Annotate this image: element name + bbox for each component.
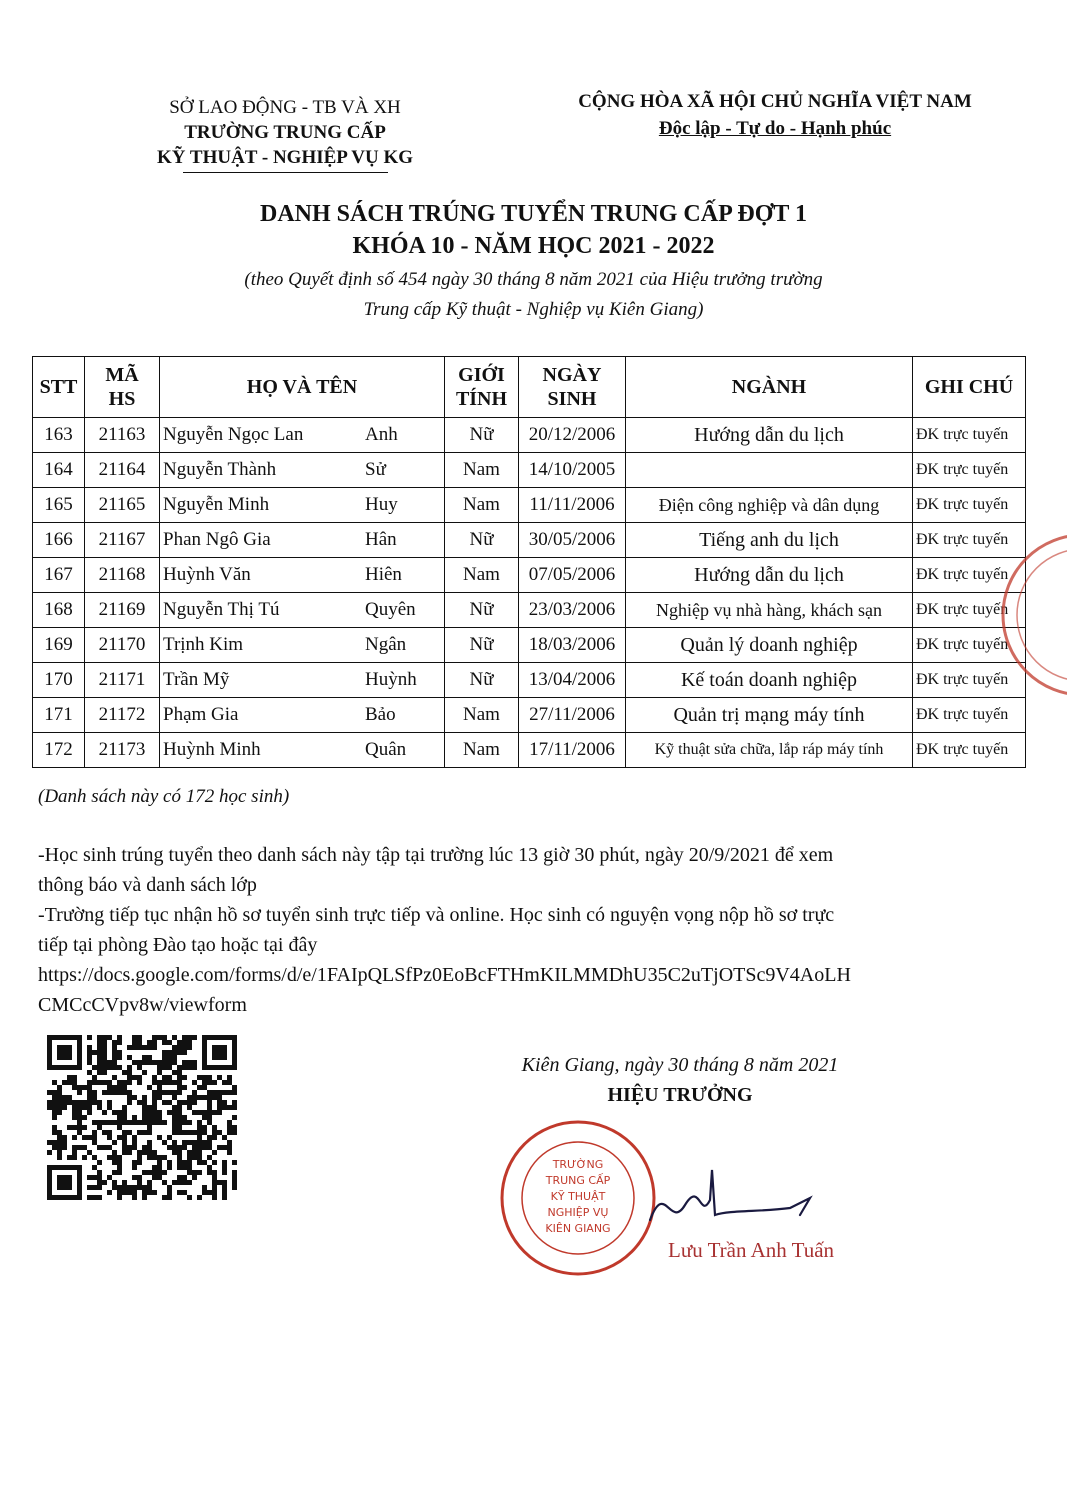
stamp-text: TRUNG CẤP (545, 1174, 611, 1187)
cell-major: Quản trị mạng máy tính (626, 698, 913, 733)
cell-dob: 18/03/2006 (519, 628, 626, 663)
title-line: DANH SÁCH TRÚNG TUYỂN TRUNG CẤP ĐỢT 1 (260, 201, 807, 227)
cell-stt: 167 (33, 558, 85, 593)
table-row (33, 663, 1026, 698)
cell-major: Kế toán doanh nghiệp (626, 663, 913, 698)
instruction-line: -Học sinh trúng tuyển theo danh sách này tập tại trường lúc 13 giờ 30 phút, ngày 20/9/2021 để xem (38, 844, 834, 866)
cell-note: ĐK trực tuyến (913, 418, 1026, 453)
header-full-name: HỌ VÀ TÊN (160, 357, 445, 418)
place-date: Kiên Giang, ngày 30 tháng 8 năm 2021 (521, 1054, 839, 1076)
cell-note: ĐK trực tuyến (913, 628, 1026, 663)
cell-note: ĐK trực tuyến (913, 453, 1026, 488)
agency-line: SỞ LAO ĐỘNG - TB VÀ XH (169, 97, 401, 118)
cell-stt: 166 (33, 523, 85, 558)
instruction-line: tiếp tại phòng Đào tạo hoặc tại đây (38, 934, 318, 956)
table-row (33, 698, 1026, 733)
cell-gender: Nữ (445, 523, 519, 558)
student-count-note: (Danh sách này có 172 học sinh) (38, 786, 290, 807)
cell-dob: 13/04/2006 (519, 663, 626, 698)
cell-full-name: Trịnh Kim Ngân (160, 628, 445, 663)
header-dob: NGÀY SINH (519, 357, 626, 418)
cell-dob: 27/11/2006 (519, 698, 626, 733)
cell-student-id: 21164 (85, 453, 160, 488)
cell-stt: 163 (33, 418, 85, 453)
cell-gender: Nữ (445, 593, 519, 628)
stamp-text: NGHIỆP VỤ (547, 1206, 609, 1219)
signature-block (460, 1050, 900, 1110)
table-row (33, 523, 1026, 558)
cell-major: Hướng dẫn du lịch (626, 558, 913, 593)
cell-gender: Nam (445, 558, 519, 593)
cell-dob: 20/12/2006 (519, 418, 626, 453)
cell-note: ĐK trực tuyến (913, 663, 1026, 698)
cell-student-id: 21167 (85, 523, 160, 558)
cell-major: Kỹ thuật sửa chữa, lắp ráp máy tính (626, 733, 913, 768)
country-name: CỘNG HÒA XÃ HỘI CHỦ NGHĨA VIỆT NAM (578, 91, 972, 112)
table-row (33, 488, 1026, 523)
header-student-id: MÃ HS (85, 357, 160, 418)
registration-link[interactable]: https://docs.google.com/forms/d/e/1FAIpQLSfPz0EoBcFTHmKILMMDhU35C2uTjOTSc9V4AoLH (38, 964, 851, 986)
table-row (33, 733, 1026, 768)
cell-gender: Nam (445, 453, 519, 488)
cell-note: ĐK trực tuyến (913, 698, 1026, 733)
table-row (33, 628, 1026, 663)
table-row (33, 453, 1026, 488)
table-row (33, 558, 1026, 593)
cell-full-name: Nguyễn Ngọc Lan Anh (160, 418, 445, 453)
cell-dob: 23/03/2006 (519, 593, 626, 628)
decision-reference (0, 265, 1067, 325)
cell-stt: 172 (33, 733, 85, 768)
cell-dob: 30/05/2006 (519, 523, 626, 558)
cell-student-id: 21163 (85, 418, 160, 453)
table-row (33, 593, 1026, 628)
cell-dob: 14/10/2005 (519, 453, 626, 488)
cell-full-name: Huỳnh Văn Hiên (160, 558, 445, 593)
cell-student-id: 21171 (85, 663, 160, 698)
stamp-text: TRƯỜNG (552, 1158, 604, 1171)
cell-dob: 11/11/2006 (519, 488, 626, 523)
document-title (0, 198, 1067, 262)
official-stamp-icon (498, 1118, 658, 1278)
registration-link[interactable]: CMCcCVpv8w/viewform (38, 994, 247, 1016)
signer-title: HIỆU TRƯỞNG (607, 1084, 753, 1106)
cell-stt: 170 (33, 663, 85, 698)
cell-major: Tiếng anh du lịch (626, 523, 913, 558)
cell-stt: 168 (33, 593, 85, 628)
school-line: TRƯỜNG TRUNG CẤP (184, 122, 386, 143)
cell-note: ĐK trực tuyến (913, 558, 1026, 593)
cell-stt: 171 (33, 698, 85, 733)
cell-gender: Nam (445, 698, 519, 733)
decision-line: (theo Quyết định số 454 ngày 30 tháng 8 năm 2021 của Hiệu trưởng trường (244, 269, 823, 290)
cell-full-name: Trần Mỹ Huỳnh (160, 663, 445, 698)
cell-note: ĐK trực tuyến (913, 593, 1026, 628)
partial-stamp-icon (988, 515, 1067, 715)
qr-code-icon[interactable] (47, 1035, 237, 1200)
signer-name: Lưu Trần Anh Tuấn (668, 1238, 835, 1262)
cell-student-id: 21169 (85, 593, 160, 628)
cell-full-name: Nguyễn Thị Tú Quyên (160, 593, 445, 628)
admission-table (32, 356, 1026, 768)
cell-student-id: 21173 (85, 733, 160, 768)
cell-student-id: 21170 (85, 628, 160, 663)
cell-note: ĐK trực tuyến (913, 488, 1026, 523)
header-major: NGÀNH (626, 357, 913, 418)
cell-full-name: Nguyễn Thành Sử (160, 453, 445, 488)
cell-stt: 164 (33, 453, 85, 488)
header-rule (183, 172, 388, 173)
title-line: KHÓA 10 - NĂM HỌC 2021 - 2022 (352, 233, 715, 259)
cell-major: Hướng dẫn du lịch (626, 418, 913, 453)
cell-major (626, 453, 913, 488)
cell-stt: 165 (33, 488, 85, 523)
cell-full-name: Phạm Gia Bảo (160, 698, 445, 733)
cell-full-name: Phan Ngô Gia Hân (160, 523, 445, 558)
cell-note: ĐK trực tuyến (913, 523, 1026, 558)
header-gender: GIỚI TÍNH (445, 357, 519, 418)
cell-gender: Nữ (445, 628, 519, 663)
national-heading (540, 88, 1010, 142)
cell-major: Nghiệp vụ nhà hàng, khách sạn (626, 593, 913, 628)
cell-gender: Nữ (445, 663, 519, 698)
cell-student-id: 21172 (85, 698, 160, 733)
cell-gender: Nam (445, 488, 519, 523)
table-row (33, 418, 1026, 453)
cell-major: Quản lý doanh nghiệp (626, 628, 913, 663)
cell-major: Điện công nghiệp và dân dụng (626, 488, 913, 523)
instructions (38, 840, 1028, 1020)
cell-student-id: 21165 (85, 488, 160, 523)
cell-stt: 169 (33, 628, 85, 663)
cell-note: ĐK trực tuyến (913, 733, 1026, 768)
decision-line: Trung cấp Kỹ thuật - Nghiệp vụ Kiên Giang) (363, 299, 704, 320)
header-stt: STT (33, 357, 85, 418)
table-header-row (33, 357, 1026, 418)
cell-gender: Nam (445, 733, 519, 768)
cell-dob: 17/11/2006 (519, 733, 626, 768)
national-motto: Độc lập - Tự do - Hạnh phúc (658, 118, 892, 139)
stamp-text: KIÊN GIANG (545, 1222, 611, 1235)
cell-full-name: Huỳnh Minh Quân (160, 733, 445, 768)
cell-full-name: Nguyễn Minh Huy (160, 488, 445, 523)
cell-gender: Nữ (445, 418, 519, 453)
cell-student-id: 21168 (85, 558, 160, 593)
handwritten-signature-icon (640, 1160, 840, 1240)
header-note: GHI CHÚ (913, 357, 1026, 418)
instruction-line: -Trường tiếp tục nhận hồ sơ tuyển sinh trực tiếp và online. Học sinh có nguyện vọng nộp hồ sơ trực (38, 904, 835, 926)
issuing-agency (95, 95, 475, 173)
school-line: KỸ THUẬT - NGHIỆP VỤ KG (156, 147, 414, 168)
cell-dob: 07/05/2006 (519, 558, 626, 593)
stamp-text: KỸ THUẬT (550, 1190, 606, 1203)
instruction-line: thông báo và danh sách lớp (38, 874, 257, 896)
